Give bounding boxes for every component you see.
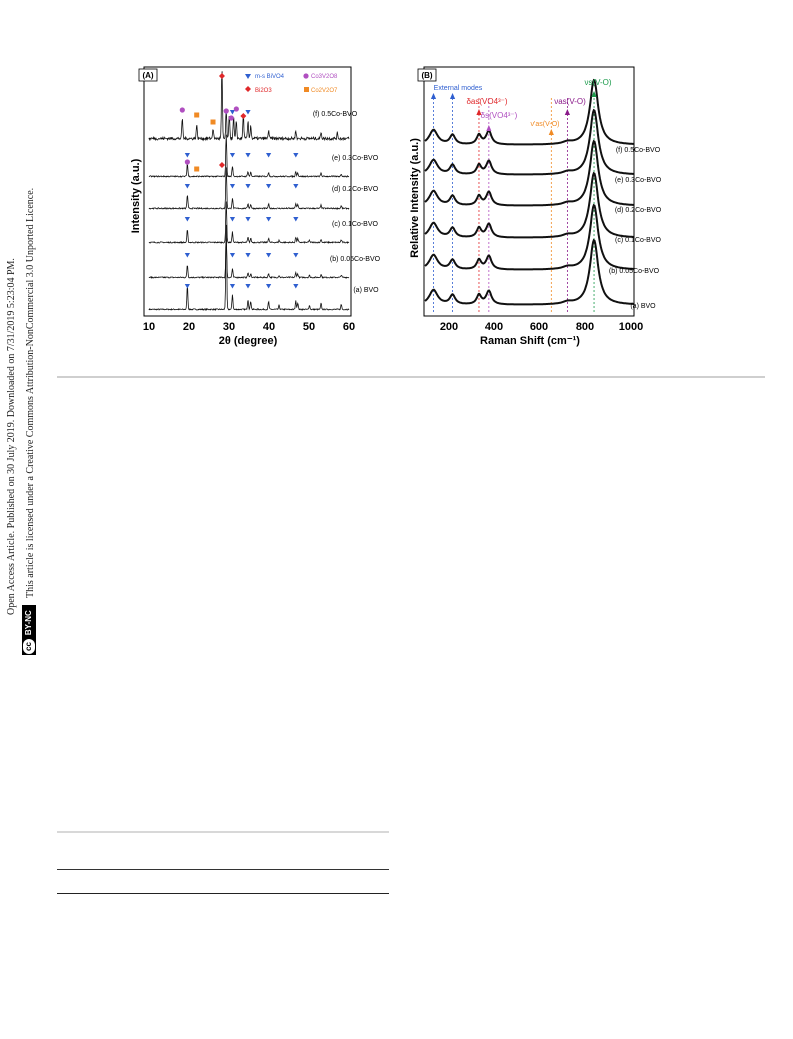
raman-label-f: (f) 0.5Co-BVO (615, 147, 661, 154)
tick-label: 30 (222, 321, 236, 333)
panel-a-legend (245, 73, 338, 94)
annotation-nu-as: νas(V-O) (554, 97, 586, 106)
legend-bivo4-label: m-s BiVO4 (255, 74, 285, 80)
square-marker-icon (194, 113, 199, 118)
triangle-marker-icon (185, 184, 190, 189)
raman-trace-line (425, 110, 634, 174)
legend-diamond-icon (245, 86, 251, 92)
triangle-marker-icon (293, 153, 298, 158)
xrd-label-e: (e) 0.3Co-BVO (331, 155, 379, 162)
panel-a-frame (144, 67, 351, 316)
raman-label-c: (c) 0.1Co-BVO (615, 237, 661, 244)
arrow-up-icon (431, 93, 436, 99)
by-nc-label: BY-NC (24, 610, 33, 636)
diamond-marker-icon (219, 162, 225, 168)
triangle-marker-icon (245, 284, 250, 289)
annotation-delta-as: δas(VO4³⁻) (466, 97, 508, 106)
xrd-trace-line (149, 71, 349, 140)
annotation-nu-prime-as: ν'as(V-O) (530, 121, 560, 128)
raman-label-b: (b) 0.05Co-BVO (608, 268, 660, 275)
circle-marker-icon (185, 159, 190, 164)
tick-label: 800 (575, 321, 595, 333)
tick-label: 600 (529, 321, 549, 333)
raman-label-a: (a) BVO (630, 303, 656, 310)
triangle-marker-icon (185, 284, 190, 289)
legend-square-icon (304, 87, 309, 92)
xrd-phase-markers (180, 73, 299, 289)
triangle-marker-icon (185, 253, 190, 258)
tick-label: 200 (439, 321, 459, 333)
xrd-trace-line (149, 238, 349, 278)
triangle-marker-icon (245, 153, 250, 158)
figure-separator (57, 376, 765, 378)
diamond-marker-icon (240, 113, 246, 119)
tick-label: 400 (484, 321, 504, 333)
triangle-marker-icon (230, 284, 235, 289)
triangle-marker-icon (293, 253, 298, 258)
panel-b-x-axis-title: Raman Shift (cm⁻¹) (480, 335, 580, 347)
raman-annotations (434, 78, 612, 128)
triangle-marker-icon (266, 184, 271, 189)
panel-a-label: (A) (142, 71, 154, 80)
diamond-marker-icon (219, 73, 225, 79)
panel-a (130, 67, 381, 347)
square-marker-icon (194, 167, 199, 172)
panel-b-x-ticks (440, 321, 643, 333)
triangle-marker-icon (245, 110, 250, 115)
tick-label: 10 (142, 321, 156, 333)
triangle-marker-icon (185, 217, 190, 222)
triangle-marker-icon (230, 184, 235, 189)
legend-bi2o3-label: Bi2O3 (255, 88, 272, 94)
tick-label: 40 (262, 321, 276, 333)
annotation-external-modes: External modes (433, 85, 483, 92)
raman-traces (425, 80, 634, 304)
license-line-2[interactable]: This article is licensed under a Creative Commons Attribution-NonCommercial 3.0 Unported Licence. (25, 187, 36, 598)
table-top-rule (57, 831, 389, 833)
circle-marker-icon (180, 107, 185, 112)
triangle-marker-icon (266, 217, 271, 222)
triangle-marker-icon (266, 253, 271, 258)
arrow-up-icon (450, 93, 455, 99)
tick-label: 60 (342, 321, 356, 333)
triangle-marker-icon (245, 253, 250, 258)
tick-label: 50 (302, 321, 316, 333)
panel-b (409, 67, 662, 347)
panel-b-label: (B) (421, 71, 433, 80)
cc-icon: cc (23, 639, 35, 654)
xrd-trace-line (149, 225, 349, 310)
panel-a-y-axis-title: Intensity (a.u.) (130, 158, 142, 234)
xrd-trace-line (149, 167, 349, 209)
triangle-marker-icon (266, 284, 271, 289)
panel-a-x-ticks (143, 321, 355, 333)
annotation-delta-s: δs(VO4³⁻) (480, 111, 518, 120)
triangle-marker-icon (230, 217, 235, 222)
xrd-label-a: (a) BVO (353, 287, 379, 294)
arrow-up-icon (565, 109, 570, 115)
triangle-marker-icon (293, 217, 298, 222)
triangle-marker-icon (230, 110, 235, 115)
legend-co3v2o8-label: Co3V2O8 (311, 74, 338, 80)
circle-marker-icon (224, 108, 229, 113)
xrd-label-f: (f) 0.5Co-BVO (312, 111, 358, 118)
table-header-rule (57, 869, 389, 870)
triangle-marker-icon (230, 253, 235, 258)
triangle-marker-icon (230, 153, 235, 158)
panel-b-y-axis-title: Relative Intensity (a.u.) (409, 138, 421, 258)
annotation-nu-s: νs(V-O) (584, 78, 612, 87)
triangle-marker-icon (185, 153, 190, 158)
triangle-marker-icon (293, 284, 298, 289)
raman-label-d: (d) 0.2Co-BVO (614, 207, 662, 214)
raman-label-e: (e) 0.3Co-BVO (614, 177, 662, 184)
panel-a-x-axis-title: 2θ (degree) (218, 335, 278, 347)
triangle-marker-icon (245, 217, 250, 222)
triangle-marker-icon (266, 153, 271, 158)
xrd-label-b: (b) 0.05Co-BVO (329, 256, 381, 263)
xrd-traces (149, 71, 349, 310)
triangle-marker-icon (293, 184, 298, 189)
legend-triangle-icon (245, 74, 251, 79)
legend-co2v2o7-label: Co2V2O7 (311, 88, 338, 94)
xrd-label-d: (d) 0.2Co-BVO (331, 186, 379, 193)
triangle-marker-icon (245, 184, 250, 189)
circle-marker-icon (234, 106, 239, 111)
circle-marker-icon (229, 115, 234, 120)
legend-circle-icon (303, 73, 308, 78)
arrow-up-icon (486, 125, 491, 131)
raman-trace-line (425, 141, 634, 205)
xrd-label-c: (c) 0.1Co-BVO (332, 221, 378, 228)
arrow-up-icon (549, 129, 554, 135)
tick-label: 20 (182, 321, 196, 333)
license-line-1: Open Access Article. Published on 30 July 2019. Downloaded on 7/31/2019 5:23:04 PM. (6, 258, 17, 615)
tick-label: 1000 (618, 321, 644, 333)
square-marker-icon (211, 120, 216, 125)
table-bottom-rule (57, 893, 389, 894)
